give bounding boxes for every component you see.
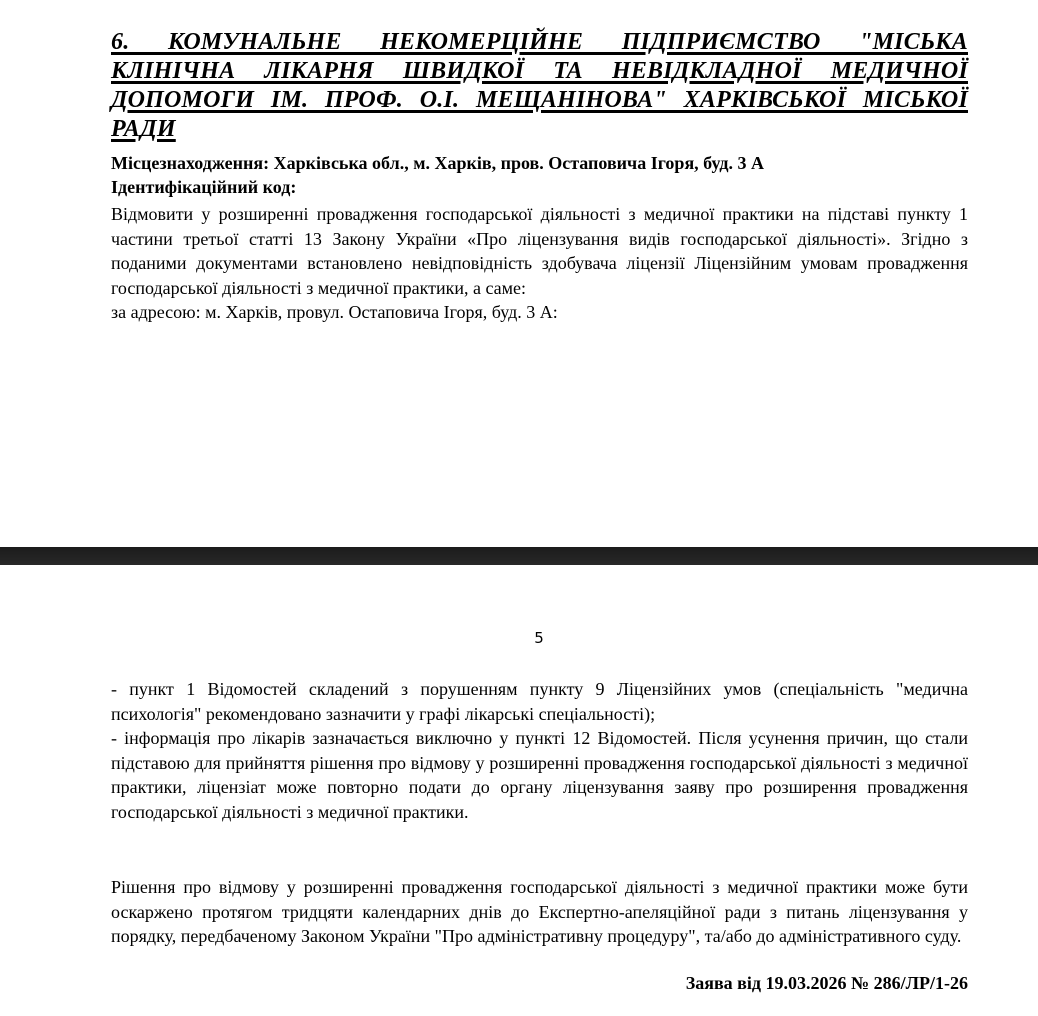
page-separator — [0, 547, 1038, 565]
organization-details — [111, 151, 968, 199]
section-title: 6. КОМУНАЛЬНЕ НЕКОМЕРЦІЙНЕ ПІДПРИЄМСТВО "МІСЬКА КЛІНІЧНА ЛІКАРНЯ ШВИДКОЇ ТА НЕВІДКЛАДНОЇ МЕДИЧНОЇ ДОПОМОГИ ІМ. ПРОФ. О.І. МЕЩАНІНОВА" ХАРКІВСЬКОЇ МІСЬКОЇ РАДИ — [111, 29, 968, 142]
appeal-paragraph: Рішення про відмову у розширенні провадження господарської діяльності з медичної практики може бути оскаржено протягом тридцяти календарних днів до Експертно-апеляційної ради з питань ліцензування у порядку, передбаченому Законом України "Про адміністративну процедуру", та/або до адміністративного суду. — [111, 877, 968, 947]
page-number: 5 — [534, 629, 544, 647]
address-line: за адресою: м. Харків, провул. Остаповича Ігоря, буд. 3 А: — [111, 302, 558, 323]
violation-item: - інформація про лікарів зазначається виключно у пункті 12 Відомостей. Після усунення причин, що стали підставою для прийняття рішення про відмову у розширенні провадження господарської діяльності з медичної практики, ліцензіат може повторно подати до органу ліцензування заяву про розширення провадження господарської діяльності з медичної практики. — [111, 728, 968, 822]
decision-paragraph: Відмовити у розширенні провадження господарської діяльності з медичної практики на підставі пункту 1 частини третьої статті 13 Закону України «Про ліцензування видів господарської діяльності». Згідно з поданими документами встановлено невідповідність здобувача ліцензії Ліцензійним умовам провадження господарської діяльності з медичної практики, а саме: — [111, 204, 968, 298]
violation-item: - пункт 1 Відомостей складений з порушенням пункту 9 Ліцензійних умов (спеціальність "медична психологія" рекомендовано зазначити у графі лікарські спеціальності); — [111, 679, 968, 724]
decision-block — [111, 202, 968, 325]
violations-list — [111, 677, 968, 825]
identification-code-line: Ідентифікаційний код: — [111, 177, 297, 197]
location-line: Місцезнаходження: Харківська обл., м. Харків, пров. Остаповича Ігоря, буд. 3 А — [111, 153, 764, 173]
appeal-block — [111, 875, 968, 949]
application-reference: Заява від 19.03.2026 № 286/ЛР/1-26 — [685, 973, 968, 993]
